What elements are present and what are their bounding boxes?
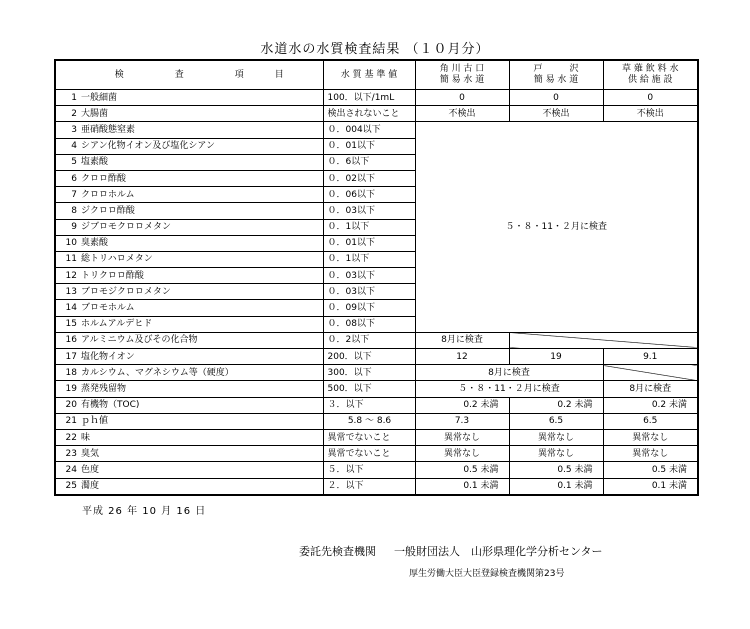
header-item: 検 査 項 目: [55, 60, 323, 90]
merged-note-cell: ５・８・11・２月に検査: [415, 122, 698, 332]
item-number: 2: [71, 108, 77, 119]
standard-cell: ０．02以下: [323, 170, 415, 186]
standard-cell: 300．以下: [323, 365, 415, 381]
item-cell: [55, 332, 323, 348]
item-number: 16: [65, 335, 77, 346]
item-cell: [55, 138, 323, 154]
value-cell: 6.5: [509, 413, 603, 429]
value-cell: 0: [509, 90, 603, 106]
standard-cell: ０．03以下: [323, 268, 415, 284]
value-cell: 8月に検査: [415, 365, 603, 381]
registration-number: 厚生労働大臣大臣登録検査機関第23号: [409, 569, 565, 579]
item-cell: [55, 478, 323, 495]
standard-cell: ０．1以下: [323, 219, 415, 235]
value-cell: 6.5: [603, 413, 698, 429]
table-row: [55, 413, 698, 429]
standard-cell: ０．004以下: [323, 122, 415, 138]
table-row: [55, 90, 698, 106]
standard-cell: ０．1以下: [323, 251, 415, 267]
table-header-row: [55, 60, 698, 90]
report-date: 平成 26 年 10 月 16 日: [82, 506, 207, 517]
item-name: 亜硝酸態窒素: [81, 124, 136, 135]
item-name: 臭気: [81, 448, 100, 459]
standard-cell: 検出されないこと: [323, 106, 415, 122]
item-number: 6: [71, 173, 77, 184]
item-name: 塩素酸: [81, 157, 109, 168]
table-row: [55, 365, 698, 381]
item-name: クロロ酢酸: [81, 173, 127, 184]
standard-cell: ３．以下: [323, 397, 415, 413]
item-name: ジクロロ酢酸: [81, 205, 135, 216]
standard-cell: 異常でないこと: [323, 429, 415, 445]
value-cell: 0.5 未満: [603, 462, 698, 478]
item-name: 大腸菌: [81, 108, 109, 119]
item-name: 総トリハロメタン: [81, 254, 153, 265]
table-row: [55, 429, 698, 445]
value-cell: 不検出: [509, 106, 603, 122]
item-name: ジブロモクロロメタン: [81, 222, 172, 233]
value-cell: 0.1 未満: [415, 478, 509, 495]
item-name: 有機物（TOC): [81, 400, 140, 411]
standard-cell: ０．09以下: [323, 300, 415, 316]
item-number: 1: [71, 92, 77, 103]
standard-cell: ０．03以下: [323, 203, 415, 219]
item-cell: [55, 251, 323, 267]
item-cell: [55, 203, 323, 219]
item-cell: [55, 365, 323, 381]
item-cell: [55, 90, 323, 106]
item-cell: [55, 316, 323, 332]
item-cell: [55, 187, 323, 203]
standard-cell: 500．以下: [323, 381, 415, 397]
value-cell: 異常なし: [603, 429, 698, 445]
item-number: 11: [65, 254, 77, 265]
table-row: [55, 106, 698, 122]
item-cell: [55, 381, 323, 397]
water-quality-table: [54, 59, 699, 496]
item-number: 21: [65, 416, 77, 427]
item-cell: [55, 397, 323, 413]
value-cell: 19: [509, 349, 603, 365]
empty-cell: [509, 332, 698, 348]
standard-cell: ０．2以下: [323, 332, 415, 348]
item-name: カルシウム、マグネシウム等（硬度）: [81, 367, 234, 378]
item-name: ｐｈ値: [81, 416, 109, 427]
header-standard: 水 質 基 準 値: [323, 60, 415, 90]
standard-cell: ０．03以下: [323, 284, 415, 300]
standard-cell: ０．01以下: [323, 138, 415, 154]
standard-cell: ５．以下: [323, 462, 415, 478]
table-row: [55, 397, 698, 413]
item-cell: [55, 284, 323, 300]
value-cell: 0: [603, 90, 698, 106]
item-number: 8: [71, 205, 77, 216]
item-cell: [55, 122, 323, 138]
standard-cell: ０．6以下: [323, 154, 415, 170]
value-cell: 異常なし: [603, 446, 698, 462]
item-cell: [55, 349, 323, 365]
table-row: [55, 462, 698, 478]
item-name: 濁度: [81, 481, 100, 492]
header-kusanagi: 草 薙 飲 料 水 供 給 施 設: [603, 60, 698, 90]
table-row: [55, 349, 698, 365]
standard-cell: ２．以下: [323, 478, 415, 495]
item-cell: [55, 170, 323, 186]
item-name: シアン化物イオン及び塩化シアン: [81, 141, 216, 152]
table-row: [55, 332, 698, 348]
item-number: 13: [65, 286, 77, 297]
table-row: [55, 478, 698, 495]
item-name: ブロモジクロロメタン: [81, 286, 171, 297]
item-name: クロロホルム: [81, 189, 135, 200]
page-title: 水道水の水質検査結果 （１０月分）: [260, 42, 490, 57]
item-name: 色度: [81, 464, 100, 475]
item-number: 4: [71, 141, 77, 152]
item-number: 3: [71, 124, 77, 135]
item-name: 臭素酸: [81, 238, 109, 249]
item-number: 20: [65, 400, 77, 411]
org-label: 委託先検査機関: [299, 545, 376, 558]
item-name: 味: [81, 432, 91, 443]
item-number: 7: [71, 189, 77, 200]
item-name: ブロモホルム: [81, 303, 135, 314]
item-number: 25: [65, 481, 77, 492]
item-cell: [55, 235, 323, 251]
value-cell: 0.2 未満: [603, 397, 698, 413]
item-cell: [55, 462, 323, 478]
value-cell: 12: [415, 349, 509, 365]
item-cell: [55, 446, 323, 462]
item-number: 12: [65, 270, 77, 281]
value-cell: 0.2 未満: [509, 397, 603, 413]
org-name: 一般財団法人 山形県理化学分析センター: [394, 545, 603, 558]
value-cell: 0.5 未満: [415, 462, 509, 478]
item-name: 塩化物イオン: [81, 351, 135, 362]
value-cell: 0.2 未満: [415, 397, 509, 413]
item-number: 17: [65, 351, 77, 362]
item-number: 22: [65, 432, 77, 443]
value-cell: 異常なし: [415, 429, 509, 445]
value-cell: 8月に検査: [415, 332, 509, 348]
inspection-org: [299, 543, 621, 559]
item-cell: [55, 154, 323, 170]
value-cell: 0: [415, 90, 509, 106]
standard-cell: 異常でないこと: [323, 446, 415, 462]
header-tozawa: 戸 沢 簡 易 水 道: [509, 60, 603, 90]
value-cell: 0.1 未満: [509, 478, 603, 495]
item-number: 5: [71, 157, 77, 168]
standard-cell: ０．01以下: [323, 235, 415, 251]
header-kadokawa: 角 川 古 口 簡 易 水 道: [415, 60, 509, 90]
standard-cell: ０．06以下: [323, 187, 415, 203]
item-number: 23: [65, 448, 77, 459]
item-number: 24: [65, 464, 77, 475]
item-number: 15: [65, 319, 77, 330]
value-cell: 0.5 未満: [509, 462, 603, 478]
item-name: トリクロロ酢酸: [81, 270, 144, 281]
item-cell: [55, 429, 323, 445]
table-row: [55, 446, 698, 462]
item-number: 18: [65, 367, 77, 378]
item-number: 10: [65, 238, 77, 249]
value-cell: 不検出: [415, 106, 509, 122]
table-row: [55, 381, 698, 397]
item-name: 一般細菌: [81, 92, 118, 103]
item-cell: [55, 300, 323, 316]
value-cell: 8月に検査: [603, 381, 698, 397]
value-cell: ５・８・11・２月に検査: [415, 381, 603, 397]
value-cell: 不検出: [603, 106, 698, 122]
item-cell: [55, 268, 323, 284]
item-cell: [55, 219, 323, 235]
standard-cell: 5.8 ～ 8.6: [323, 413, 415, 429]
empty-cell: [603, 365, 698, 381]
value-cell: 異常なし: [509, 429, 603, 445]
item-cell: [55, 413, 323, 429]
value-cell: 異常なし: [415, 446, 509, 462]
item-number: 19: [65, 383, 77, 394]
standard-cell: ０．08以下: [323, 316, 415, 332]
standard-cell: 100．以下/1mL: [323, 90, 415, 106]
value-cell: 異常なし: [509, 446, 603, 462]
item-name: 蒸発残留物: [81, 383, 127, 394]
table-row: [55, 122, 698, 138]
value-cell: 0.1 未満: [603, 478, 698, 495]
item-number: 14: [65, 303, 77, 314]
item-number: 9: [71, 222, 77, 233]
item-cell: [55, 106, 323, 122]
value-cell: 7.3: [415, 413, 509, 429]
value-cell: 9.1: [603, 349, 698, 365]
standard-cell: 200．以下: [323, 349, 415, 365]
item-name: ホルムアルデヒド: [81, 319, 153, 330]
item-name: アルミニウム及びその化合物: [81, 335, 198, 346]
